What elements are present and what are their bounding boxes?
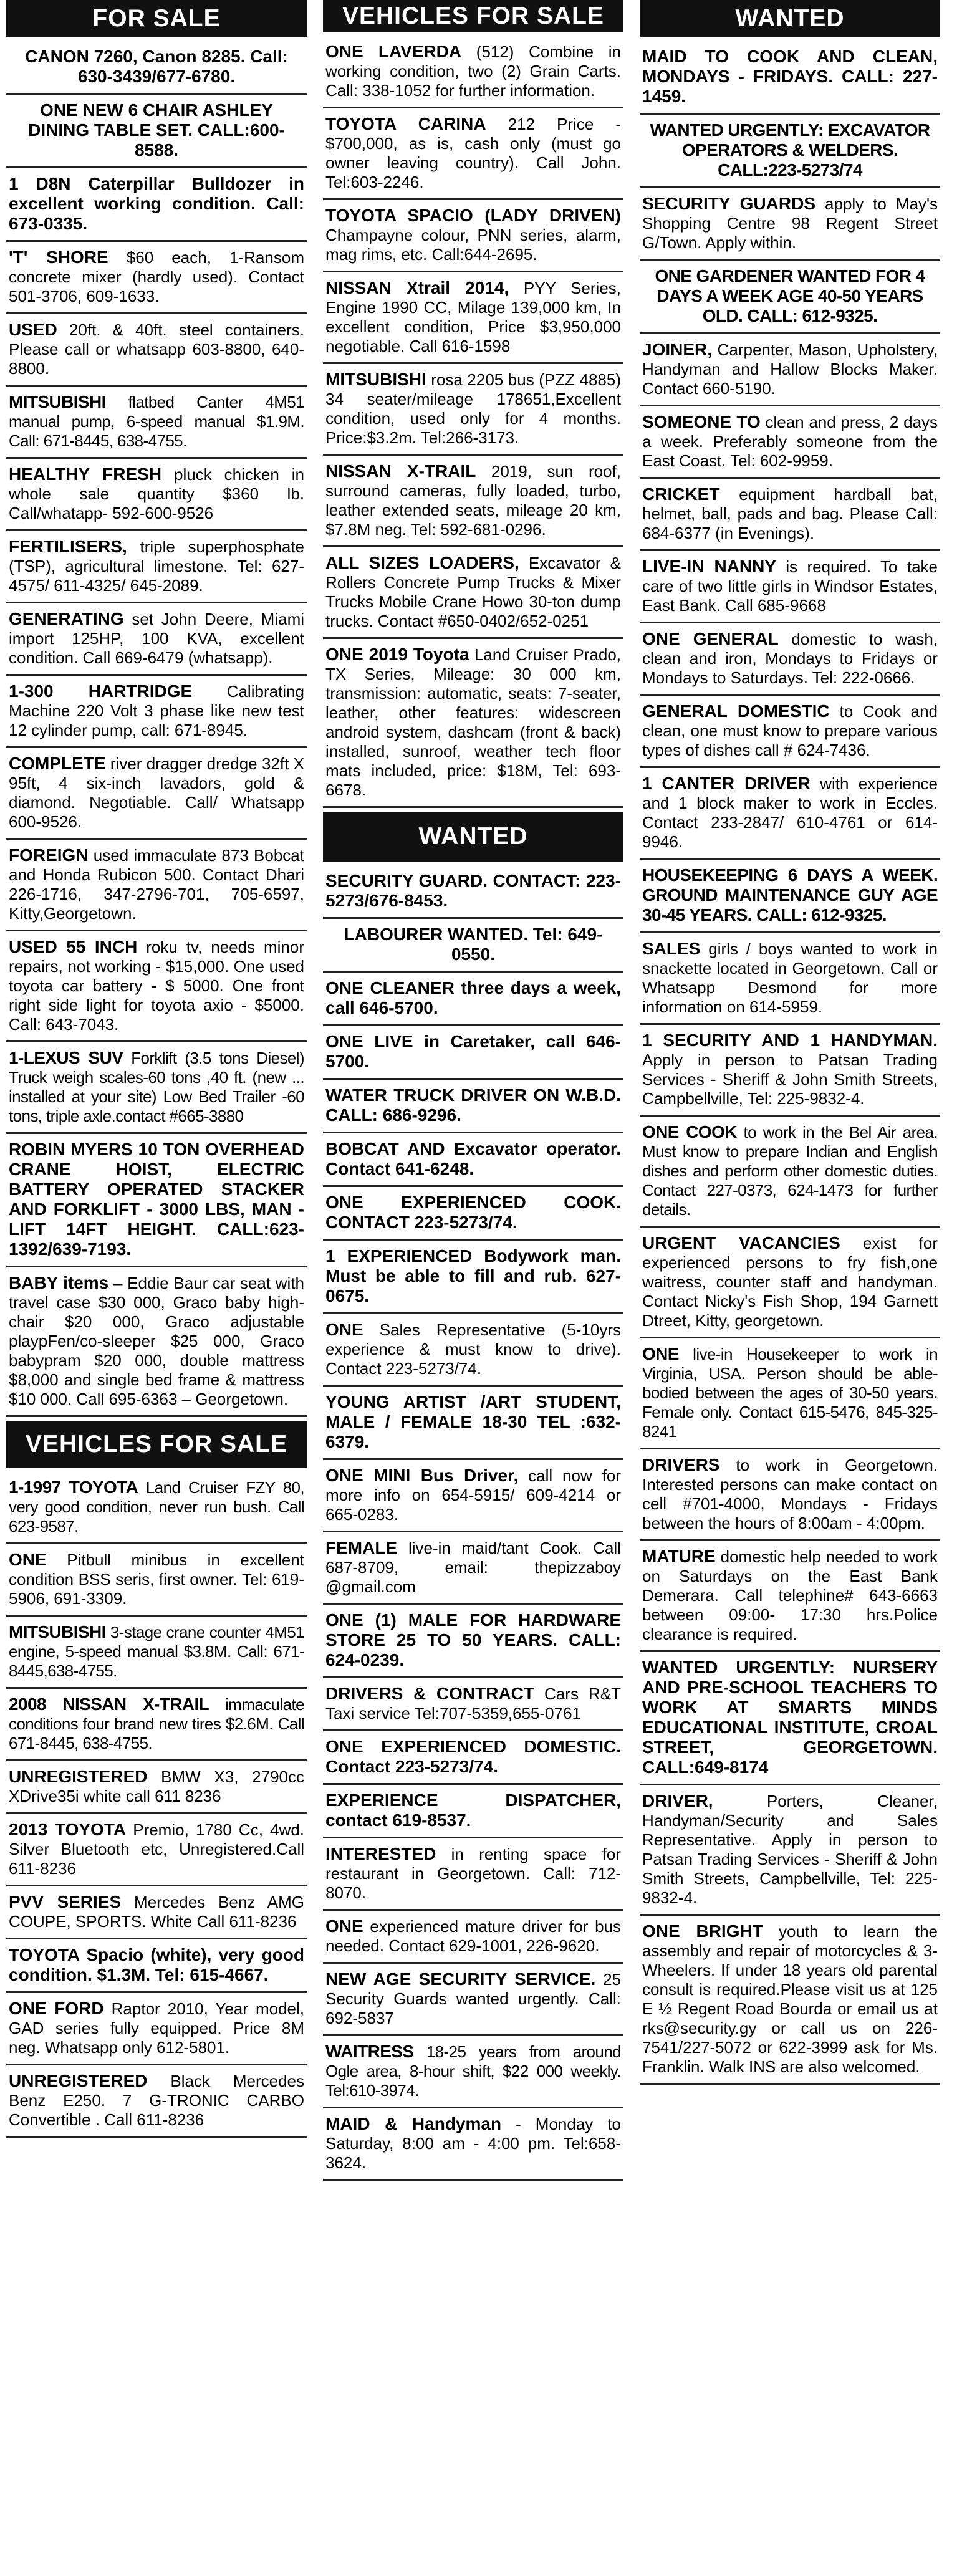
ad-for-sale [6,840,307,931]
ad-wanted [323,1532,623,1605]
ad-lead: BABY items [9,1273,109,1292]
ad-lead: EXPERIENCE DISPATCHER, contact 619-8537. [325,1790,621,1830]
ad-wanted [640,1541,940,1652]
ad-lead: ONE 2019 Toyota [325,645,469,664]
ad-lead: 1 D8N Caterpillar Bulldozer in excellent working condition. Call: 673-0335. [9,174,304,233]
ad-vehicle [323,200,623,272]
ad-lead: FOREIGN [9,845,89,865]
ad-wanted [323,1911,623,1964]
ad-lead: ONE [325,1916,363,1936]
ad-wanted [323,2036,623,2108]
ad-lead: YOUNG ARTIST /ART STUDENT, MALE / FEMALE 18-30 TEL :632-6379. [325,1392,621,1451]
ad-body: 3-stage crane counter 4M51 engine, 5-speed manual $3.8M. Call: 671-8445,638-4755. [9,1623,304,1680]
ad-lead: ONE COOK [642,1122,737,1141]
ad-lead: MAID TO COOK AND CLEAN, MONDAYS - FRIDAYS. CALL: 227-1459. [642,47,938,106]
ad-lead: UNREGISTERED [9,2071,148,2090]
ad-lead: NISSAN X-TRAIL [325,461,476,481]
ad-body: domestic to wash, clean and iron, Mondays to Fridays or Mondays to Saturdays. Tel: 222-0666. [642,630,938,687]
ad-lead: COMPLETE [9,754,106,773]
ad-lead: FEMALE [325,1538,398,1557]
column-left [6,0,307,2576]
ad-for-sale [6,603,307,676]
ad-body: with experience and 1 block maker to work in Eccles. Contact 233-2847/ 610-4761 or 614-9946. [642,774,938,851]
ad-lead: DRIVER, [642,1791,713,1810]
ad-body: Black Mercedes Benz E250. 7 G-TRONIC CARBO Convertible . Call 611-8236 [9,2072,304,2129]
ad-wanted [640,623,940,696]
ad-wanted [640,768,940,860]
ad-wanted [640,1228,940,1338]
ad-body: $60 each, 1-Ransom concrete mixer (hardly used). Contact 501-3706, 609-1633. [9,248,304,305]
ad-wanted [640,1785,940,1916]
ad-for-sale [6,748,307,840]
ad-wanted [323,2108,623,2181]
ad-lead: BOBCAT AND Excavator operator. Contact 641-6248. [325,1139,621,1178]
ad-body: apply to May's Shopping Centre 98 Regent Street G/Town. Apply within. [642,195,938,252]
ad-wanted [323,1964,623,2036]
ad-lead: 1 CANTER DRIVER [642,774,811,793]
ad-wanted [640,1449,940,1541]
ad-wanted [640,41,940,115]
ad-wanted [323,1080,623,1133]
ad-body: equipment hardball bat, helmet, ball, pads and bag. Please Call: 684-6377 (in Evenings). [642,485,938,542]
ad-for-sale [6,41,307,95]
ad-body: river dragger dredge 32ft X 95ft, 4 six-inch lavadors, gold & diamond. Negotiable. Call/ Whatsapp 600-9526. [9,754,304,831]
ad-lead: USED [9,320,57,339]
ad-lead: TOYOTA Spacio (white), very good condition. $1.3M. Tel: 615-4667. [9,1945,304,1984]
ad-wanted [323,1314,623,1387]
ad-lead: ONE LIVE in Caretaker, call 646-5700. [325,1032,621,1071]
ad-lead: HOUSEKEEPING 6 DAYS A WEEK. GROUND MAINTENANCE GUY AGE 30-45 YEARS. CALL: 612-9325. [642,865,938,925]
ad-lead: 1-1997 TOYOTA [9,1478,138,1497]
ad-body: live-in maid/tant Cook. Call 687-8709, email: thepizzaboy @gmail.com [325,1539,621,1596]
ad-wanted [640,551,940,623]
ad-lead: ONE EXPERIENCED COOK. CONTACT 223-5273/74. [325,1193,621,1232]
ad-for-sale [6,95,307,168]
ad-body: flatbed Canter 4M51 manual pump, 6-speed manual $1.9M. Call: 671-8445, 638-4755. [9,393,304,450]
ad-body: BMW X3, 2790cc XDrive35i white call 611 8236 [9,1767,304,1805]
ad-for-sale [6,676,307,748]
ad-for-sale [6,314,307,387]
ad-for-sale [6,1267,307,1417]
ad-lead: LIVE-IN NANNY [642,557,777,576]
ad-wanted [323,1838,623,1911]
ad-lead: TOYOTA CARINA [325,114,486,133]
ad-body: Champayne colour, PNN series, alarm, mag rims, etc. Call:644-2695. [325,226,621,264]
ad-lead: ONE GENERAL [642,629,779,648]
ad-wanted [640,1025,940,1117]
ad-lead: ONE (1) MALE FOR HARDWARE STORE 25 TO 50 YEARS. CALL: 624-0239. [325,1610,621,1670]
ad-wanted [640,933,940,1025]
section-header-vehicles-for-sale: VEHICLES FOR SALE [323,0,623,32]
ad-wanted [323,1133,623,1187]
ad-lead: LABOURER WANTED. Tel: 649-0550. [344,925,603,964]
ad-lead: FERTILISERS, [9,537,127,556]
ad-lead: SECURITY GUARDS [642,194,815,213]
ad-wanted [640,334,940,406]
ad-body: 2019, sun roof, surround cameras, fully loaded, turbo, leather extended seats, mileage 20 km, $7.8M neg. Tel: 592-681-0296. [325,462,621,539]
ad-vehicle [6,1939,307,1993]
ad-wanted [640,696,940,768]
ad-wanted [640,115,940,188]
ad-wanted [640,1117,940,1228]
ad-body: Forklift (3.5 tons Diesel) Truck weigh scales-60 tons ,40 ft. (new ... installed at your site) Low Bed Trailer -60 tons, triple axle.contact #665-3880 [9,1049,304,1125]
ad-lead: SOMEONE TO [642,412,761,431]
ad-lead: ONE [9,1550,47,1569]
ad-vehicle [323,108,623,200]
ad-wanted [323,1731,623,1785]
ad-wanted [640,1652,940,1785]
ad-wanted [323,1678,623,1731]
ad-body: immaculate conditions four brand new tires $2.6M. Call 671-8445, 638-4755. [9,1695,304,1752]
ad-lead: 'T' SHORE [9,248,108,267]
ad-lead: GENERAL DOMESTIC [642,701,830,721]
ad-wanted [323,919,623,973]
ad-body: to work in Georgetown. Interested persons can make contact on cell #701-4000, Mondays - Fridays between the hours of 8:00am - 4:00pm. [642,1456,938,1532]
ad-body: girls / boys wanted to work in snackette located in Georgetown. Call or Whatsapp Desmond for more information on 614-5959. [642,940,938,1016]
ad-lead: 2008 NISSAN X-TRAIL [9,1694,209,1714]
ad-wanted [323,1605,623,1678]
ad-for-sale [6,387,307,459]
ad-body: experienced mature driver for bus needed. Contact 629-1001, 226-9620. [325,1917,621,1955]
ad-vehicle [6,1472,307,1544]
ad-lead: DRIVERS [642,1455,720,1474]
ad-wanted [323,1187,623,1241]
ad-wanted [323,1241,623,1314]
ad-for-sale [6,242,307,314]
ad-lead: ONE FORD [9,1999,104,2018]
ad-body: Sales Representative (5-10yrs experience & must know to drive). Contact 223-5273/74. [325,1320,621,1378]
ad-lead: ONE MINI Bus Driver, [325,1466,519,1485]
ad-for-sale [6,459,307,531]
ad-body: triple superphosphate (TSP), agricultural limestone. Tel: 627-4575/ 611-4325/ 645-2089. [9,537,304,595]
ad-body: Pitbull minibus in excellent condition BSS seris, first owner. Tel: 619-5906, 691-3309. [9,1550,304,1608]
ad-lead: ONE [325,1320,363,1339]
ad-body: 20ft. & 40ft. steel containers. Please call or whatsapp 603-8800, 640-8800. [9,320,304,378]
ad-body: pluck chicken in whole sale quantity $360 lb. Call/whatapp- 592-600-9526 [9,465,304,522]
ad-body: roku tv, needs minor repairs, not working - $15,000. One used toyota car battery - $ 5000. One front right side light for toyota axio - $5000. Call: 643-7043. [9,938,304,1034]
ad-lead: JOINER, [642,340,713,359]
ad-body: 25 Security Guards wanted urgently. Call: 692-5837 [325,1970,621,2027]
ad-body: Carpenter, Mason, Upholstery, Handyman and Hallow Blocks Maker. Contact 660-5190. [642,340,938,398]
ad-wanted [323,1460,623,1532]
section-header-wanted: WANTED [640,0,940,37]
section-header-vehicles-for-sale: VEHICLES FOR SALE [6,1421,307,1468]
section-header-for-sale: FOR SALE [6,0,307,37]
ad-wanted [640,261,940,334]
ad-vehicle [323,547,623,639]
ad-body: Apply in person to Patsan Trading Services - Sheriff & John Smith Streets, Campbellville, Tel: 225-9832-4. [642,1050,938,1108]
ad-lead: CANON 7260, Canon 8285. Call: 630-3439/677-6780. [25,47,288,86]
ad-body: 212 Price - $700,000, as is, cash only (must go owner leaving country). Call John. Tel:603-2246. [325,115,621,191]
ad-lead: 1-300 HARTRIDGE [9,681,193,701]
ad-lead: WATER TRUCK DRIVER ON W.B.D. CALL: 686-9296. [325,1085,621,1125]
ad-vehicle [323,639,623,808]
ad-wanted [640,860,940,933]
ad-vehicle [6,1814,307,1886]
ad-for-sale [6,1134,307,1267]
ad-lead: MATURE [642,1547,716,1566]
ad-lead: MITSUBISHI [9,392,106,411]
ad-lead: MITSUBISHI [9,1622,106,1641]
ad-wanted [323,1785,623,1838]
ad-body: (512) Combine in working condition, two (2) Grain Carts. Call: 338-1052 for further information. [325,42,621,100]
ad-wanted [323,1387,623,1460]
ad-body: youth to learn the assembly and repair of motorcycles & 3-Wheelers. If under 18 years old parental consult is required.Please visit us at 125 E ½ Regent Road Bourda or email us at rks@security.gy or call us on 226-7541/227-5072 or 622-3999 ask for Ms. Franklin. Walk INS are also welcomed. [642,1922,938,2076]
ad-for-sale [6,1042,307,1134]
ad-body: to work in the Bel Air area. Must know to prepare Indian and English dishes and perform other domestic duties. Contact 227-0373, 624-1473 for further details. [642,1123,938,1219]
ad-vehicle [323,364,623,456]
ad-lead: SECURITY GUARD. CONTACT: 223-5273/676-8453. [325,871,621,910]
ad-for-sale [6,168,307,242]
ad-lead: USED 55 INCH [9,937,138,956]
ad-lead: ONE EXPERIENCED DOMESTIC. Contact 223-5273/74. [325,1737,621,1776]
ad-vehicle [6,1993,307,2065]
ad-lead: DRIVERS & CONTRACT [325,1684,534,1703]
ad-vehicle [6,1761,307,1814]
ad-wanted [640,406,940,479]
ad-lead: WANTED URGENTLY: EXCAVATOR OPERATORS & WELDERS. CALL:223-5273/74 [650,120,930,180]
ad-lead: ONE BRIGHT [642,1921,763,1941]
ad-vehicle [6,1689,307,1761]
ad-body: PYY Series, Engine 1990 CC, Milage 139,000 km, In excellent condition, Price $3,950,000 negotiable. Call 616-1598 [325,279,621,355]
ad-lead: NEW AGE SECURITY SERVICE. [325,1969,596,1989]
ad-body: Calibrating Machine 220 Volt 3 phase like new test 12 cylinder pump, call: 671-8945. [9,682,304,739]
ad-wanted [640,188,940,261]
ad-vehicle [6,1886,307,1939]
ad-body: Premio, 1780 Cc, 4wd. Silver Bluetooth etc, Unregistered.Call 611-8236 [9,1820,304,1878]
ad-wanted [640,479,940,551]
ad-vehicle [6,2065,307,2138]
ad-lead: ROBIN MYERS 10 TON OVERHEAD CRANE HOIST, ELECTRIC BATTERY OPERATED STACKER AND FORKLIFT - 3000 LBS, MAN -LIFT 14FT HEIGHT. CALL:623-1392/639-7193. [9,1140,304,1259]
ad-body: Land Cruiser Prado, TX Series, Mileage: 30 000 km, transmission: automatic, seats: 7-seater, leather, other features: widescreen android system, dashcam (front & back) installed, sunroof, weather tech floor mats included, price: $18M, Tel: 693-6678. [325,645,621,799]
ad-lead: HEALTHY FRESH [9,464,162,484]
ad-lead: NISSAN Xtrail 2014, [325,278,509,297]
ad-for-sale [6,531,307,603]
ad-vehicle [323,36,623,108]
ad-body: used immaculate 873 Bobcat and Honda Rubicon 500. Contact Dhari 226-1716, 347-2796-701, 705-6597, Kitty,Georgetown. [9,846,304,923]
ad-body: Excavator & Rollers Concrete Pump Trucks & Mixer Trucks Mobile Crane Howo 30-ton dump trucks. Contact #650-0402/652-0251 [325,554,621,630]
ad-body: to Cook and clean, one must know to prepare various types of dishes call # 624-7436. [642,702,938,759]
ad-vehicle [323,272,623,364]
ad-lead: TOYOTA SPACIO (LADY DRIVEN) [325,206,621,225]
ad-lead: MAID & Handyman [325,2114,502,2133]
ad-body: domestic help needed to work on Saturdays on the East Bank Demerara. Call telephine# 643-6663 between 09:00- 17:30 hrs.Police clearance is required. [642,1547,938,1643]
ad-wanted [323,865,623,919]
ad-lead: MITSUBISHI [325,370,426,389]
ad-lead: 1-LEXUS SUV [9,1048,123,1067]
ad-body: - Monday to Saturday, 8:00 am - 4:00 pm. Tel:658-3624. [325,2115,621,2172]
ad-body: live-in Housekeeper to work in Virginia, USA. Person should be able-bodied between the ages of 30-50 years. Female only. Contact 615-5476, 845-325-8241 [642,1345,938,1441]
ad-lead: CRICKET [642,484,720,504]
ad-lead: SALES [642,939,701,958]
ad-wanted [323,1026,623,1080]
ad-wanted [640,1916,940,2085]
ad-lead: ONE [642,1344,679,1363]
ad-wanted [323,973,623,1026]
ad-lead: ONE LAVERDA [325,42,462,61]
ad-lead: INTERESTED [325,1844,436,1863]
ad-body: exist for experienced persons to fry fish,one waitress, counter staff and handyman. Contact Nicky's Fish Shop, 194 Garnett Dtreet, Kitty, georgetown. [642,1234,938,1330]
ad-body: in renting space for restaurant in Georgetown. Call: 712-8070. [325,1845,621,1902]
ad-body: Land Cruiser FZY 80, very good condition, never run bush. Call 623-9587. [9,1478,305,1536]
ad-vehicle [6,1617,307,1689]
column-middle [323,0,623,2576]
ad-for-sale [6,931,307,1042]
ad-body: – Eddie Baur car seat with travel case $30 000, Graco baby high-chair $20 000, Graco adjustable playpFen/co-sleeper $25 000, Graco babypram $20 000, double mattress $8,000 and single bed frame & mattress $10 000. Call 695-6363 – Georgetown. [9,1274,304,1408]
ad-body: clean and press, 2 days a week. Preferably someone from the East Coast. Tel: 602-9959. [642,413,938,470]
ad-body: Mercedes Benz AMG COUPE, SPORTS. White Call 611-8236 [9,1893,304,1931]
ad-vehicle [6,1544,307,1617]
ad-lead: URGENT VACANCIES [642,1233,840,1252]
ad-lead: GENERATING [9,609,124,628]
column-right [640,0,940,2576]
ad-lead: WANTED URGENTLY: NURSERY AND PRE-SCHOOL TEACHERS TO WORK AT SMARTS MINDS EDUCATIONAL INSTITUTE, CROAL STREET, GEORGETOWN. CALL:649-8174 [642,1658,938,1777]
ad-lead: 2013 TOYOTA [9,1820,127,1839]
ad-lead: 1 EXPERIENCED Bodywork man. Must be able to fill and rub. 627-0675. [325,1246,621,1305]
ad-body: Raptor 2010, Year model, GAD series fully equipped. Price 8M neg. Whatsapp only 612-5801. [9,1999,304,2057]
section-header-wanted: WANTED [323,812,623,862]
ad-lead: WAITRESS [325,2042,414,2061]
ad-lead: ONE GARDENER WANTED FOR 4 DAYS A WEEK AGE 40-50 YEARS OLD. CALL: 612-9325. [655,266,925,325]
ad-vehicle [323,456,623,547]
ad-body: set John Deere, Miami import 125HP, 100 KVA, excellent condition. Call 669-6479 (whatsapp). [9,610,304,667]
ad-body: Cars R&T Taxi service Tel:707-5359,655-0761 [325,1684,621,1723]
ad-body: Porters, Cleaner, Handyman/Security and Sales Representative. Apply in person to Patsan Trading Services - Sheriff & John Smith Streets, Campbellville, Tel: 225-9832-4. [642,1792,938,1907]
ad-lead: ONE NEW 6 CHAIR ASHLEY DINING TABLE SET. CALL:600-8588. [28,100,285,160]
ad-wanted [640,1338,940,1449]
ad-lead: UNREGISTERED [9,1767,148,1786]
ad-body: is required. To take care of two little girls in Windsor Estates, East Bank. Call 685-9668 [642,557,938,615]
ad-body: rosa 2205 bus (PZZ 4885) 34 seater/mileage 178651,Excellent condition, used only for 4 months. Price:$3.2m. Tel:266-3173. [325,370,621,447]
ad-body: call now for more info on 654-5915/ 609-4214 or 665-0283. [325,1466,621,1524]
ad-lead: ONE CLEANER three days a week, call 646-5700. [325,978,621,1017]
ad-lead: 1 SECURITY AND 1 HANDYMAN. [642,1031,938,1050]
ad-lead: PVV SERIES [9,1892,122,1911]
ad-lead: ALL SIZES LOADERS, [325,553,519,572]
ad-body: 18-25 years from around Ogle area, 8-hour shift, $22 000 weekly. Tel:610-3974. [325,2042,621,2100]
